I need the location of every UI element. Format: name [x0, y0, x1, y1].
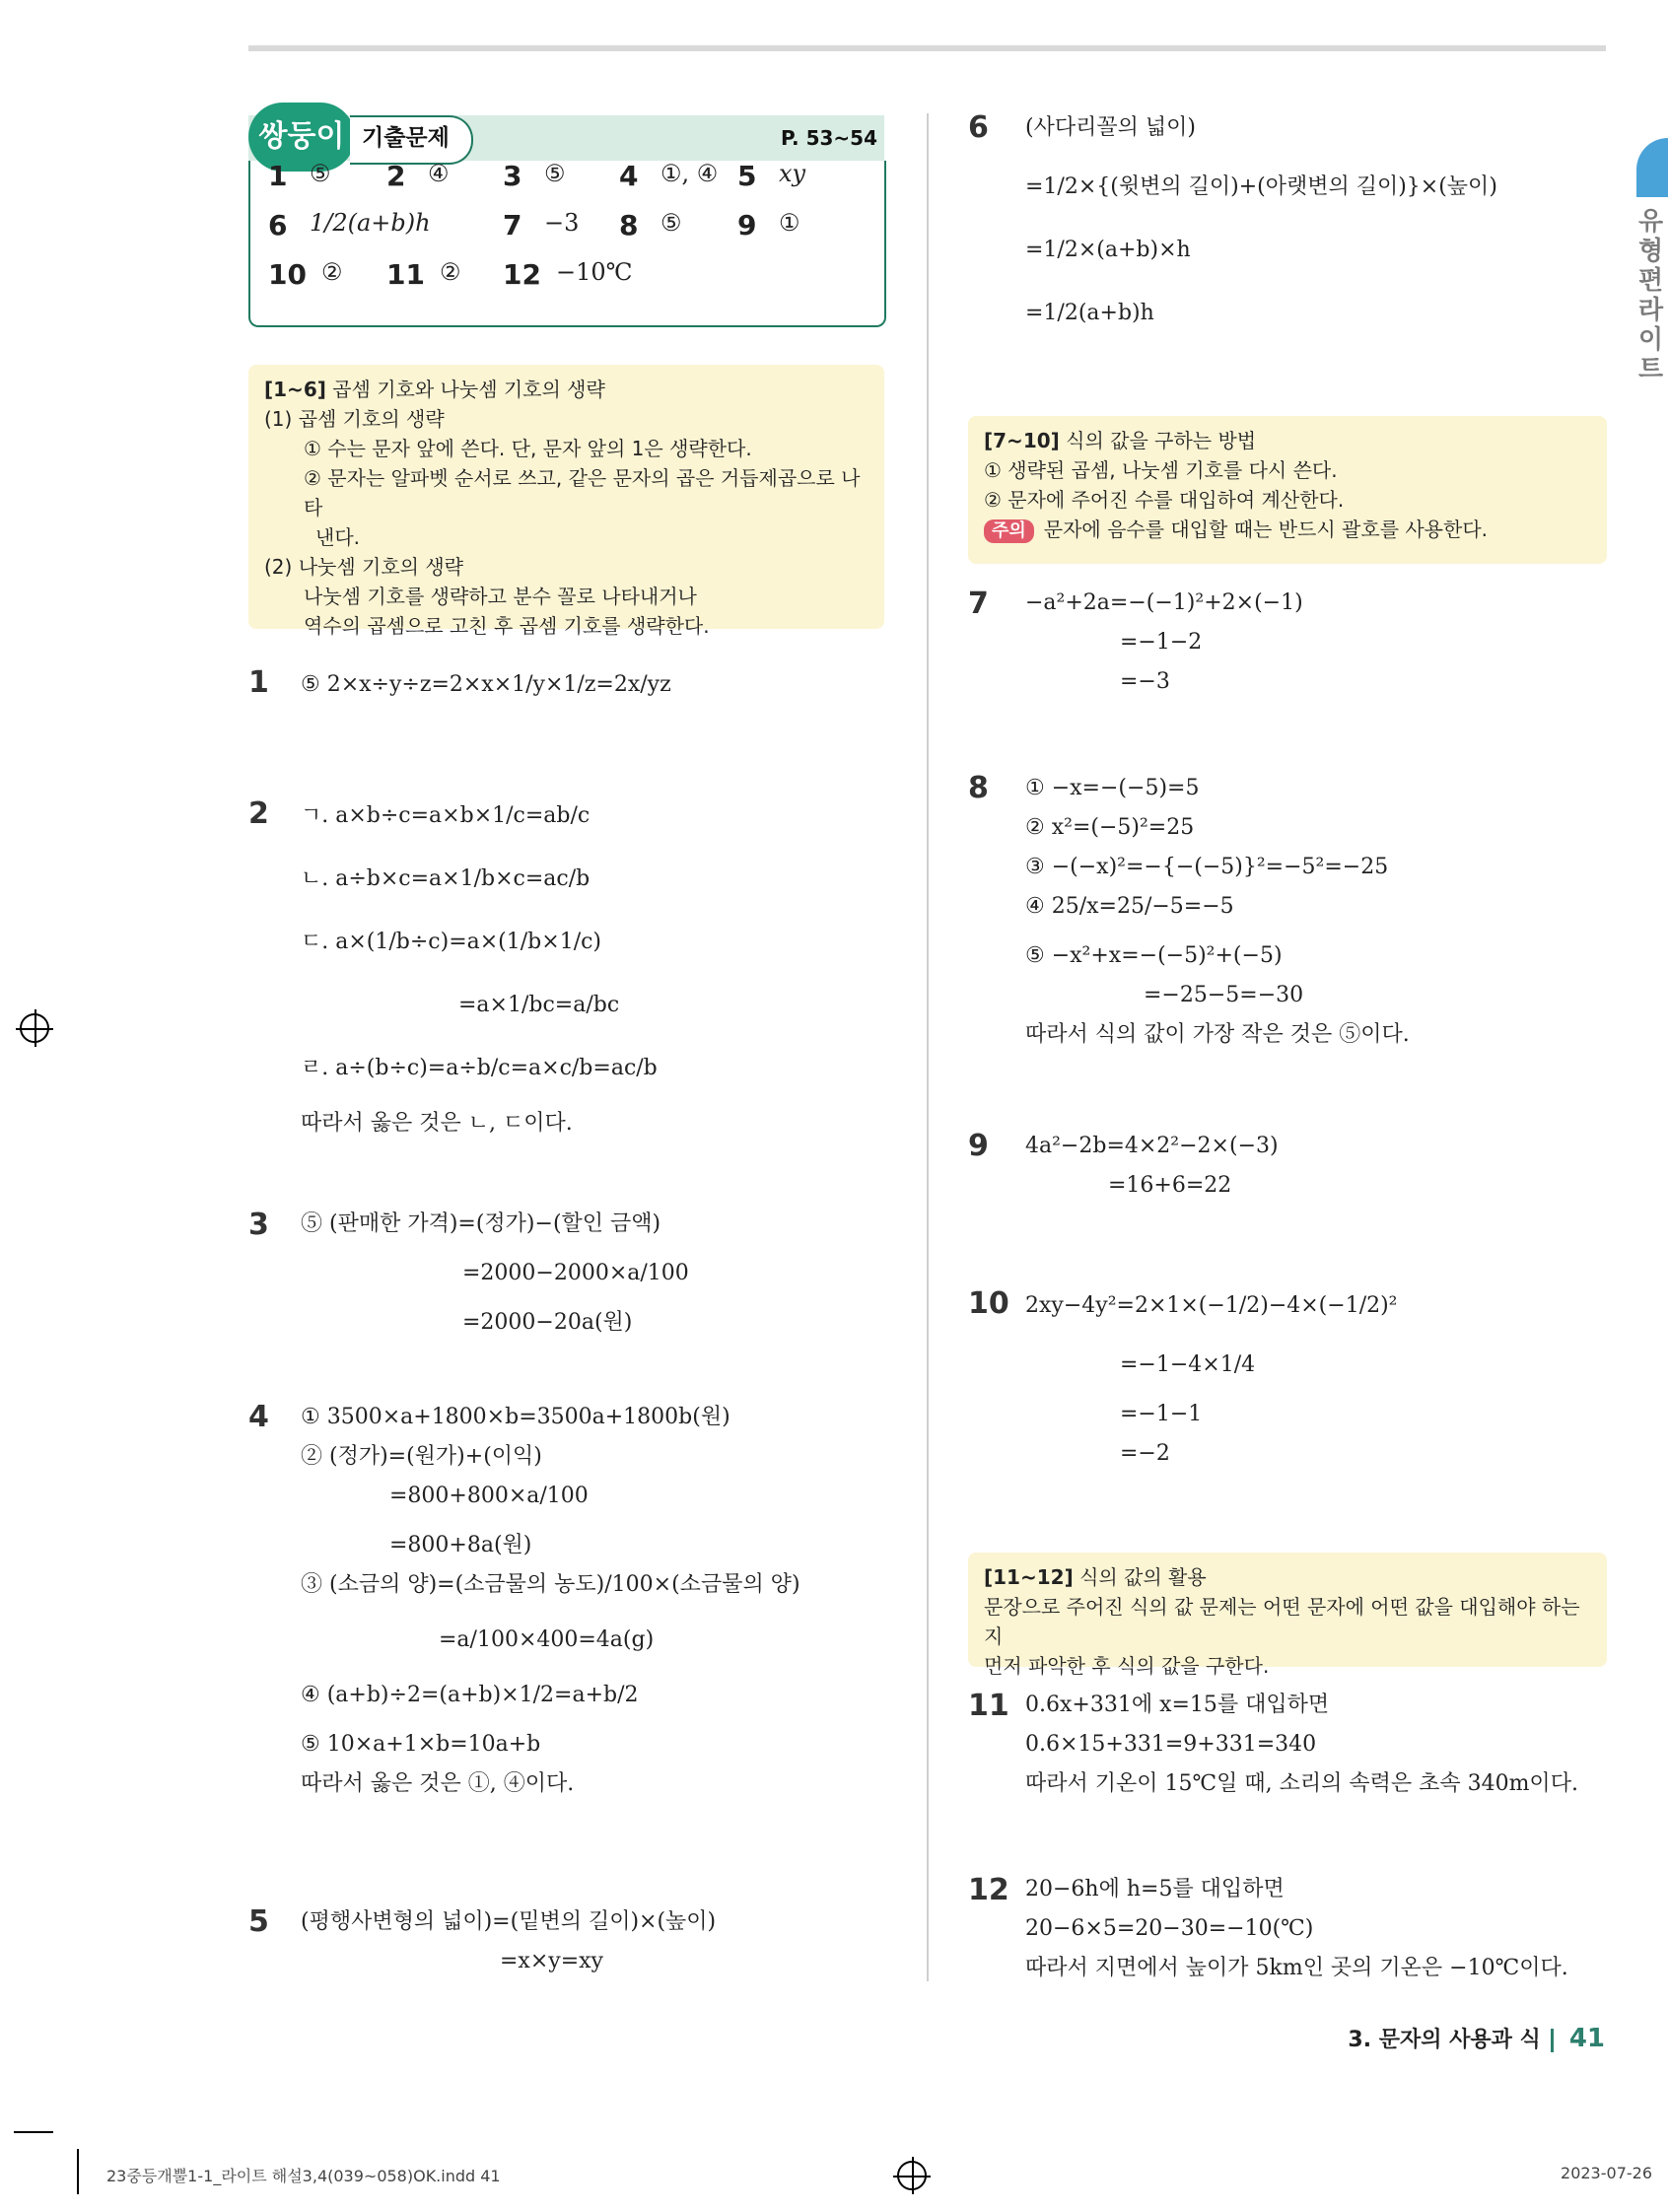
- solution-9: [1025, 1127, 1279, 1206]
- solution-line: 2xy−4y²=2×1×(−1/2)−4×(−1/2)²: [1025, 1293, 1398, 1318]
- answer-value: ①, ④: [660, 159, 719, 187]
- solution-line: ㄹ. a÷(b÷c)=a÷b/c=a×c/b=ac/b: [301, 1056, 658, 1080]
- solution-line: 20−6×5=20−30=−10(℃): [1025, 1916, 1314, 1941]
- solution-line: =2000−2000×a/100: [462, 1261, 689, 1285]
- solution-6: [1025, 108, 1497, 333]
- solution-line: 20−6h에 h=5를 대입하면: [1025, 1877, 1285, 1901]
- answer-value: ②: [440, 257, 461, 286]
- answer-value: ⑤: [310, 159, 331, 187]
- note-line: ① 수는 문자 앞에 쓴다. 단, 문자 앞의 1은 생략한다.: [304, 437, 752, 460]
- solution-line: =1/2(a+b)h: [1025, 301, 1154, 325]
- note-head: [1~6]: [264, 378, 326, 401]
- column-divider: [927, 113, 929, 1981]
- solution-line: =a×1/bc=a/bc: [458, 993, 620, 1017]
- solution-line: ① 3500×a+1800×b=3500a+1800b(원): [301, 1405, 730, 1429]
- solution-2: [301, 796, 658, 1143]
- answer-value: ①: [779, 208, 800, 237]
- solution-line: ㄷ. a×(1/b÷c)=a×(1/b×1/c): [301, 930, 602, 954]
- answer-pages: P. 53~54: [781, 126, 877, 150]
- solution-4: [301, 1398, 800, 1804]
- solution-line: (사다리꼴의 넓이): [1025, 115, 1196, 140]
- note-11-12: [968, 1553, 1607, 1678]
- answer-value: ⑤: [544, 159, 566, 187]
- solution-line: 따라서 지면에서 높이가 5km인 곳의 기온은 −10℃이다.: [1025, 1956, 1568, 1980]
- file-name: 23중등개뿔1-1_라이트 해설3,4(039~058)OK.indd 41: [106, 2167, 501, 2185]
- solution-1: [301, 665, 671, 705]
- answer-value: ④: [428, 159, 450, 187]
- solution-number: 4: [248, 1400, 269, 1434]
- answer-num: 11: [386, 257, 425, 291]
- solution-number: 8: [968, 771, 989, 805]
- solution-number: 7: [968, 587, 989, 621]
- answer-title: 기출문제: [350, 115, 473, 165]
- solution-line: =2000−20a(원): [462, 1310, 633, 1335]
- solution-line: =16+6=22: [1108, 1173, 1232, 1198]
- solution-line: =−1−1: [1120, 1402, 1203, 1426]
- solution-line: −a²+2a=−(−1)²+2×(−1): [1025, 590, 1303, 615]
- answer-value: −10℃: [556, 257, 633, 286]
- answer-num: 10: [268, 257, 307, 291]
- answer-num: 9: [737, 208, 757, 242]
- note-line: 문자에 음수를 대입할 때는 반드시 괄호를 사용한다.: [1043, 518, 1489, 541]
- solution-number: 1: [248, 665, 269, 700]
- note-line: 먼저 파악한 후 식의 값을 구한다.: [984, 1654, 1270, 1678]
- solution-11: [1025, 1686, 1578, 1804]
- answer-num: 5: [737, 159, 757, 192]
- answer-num: 3: [503, 159, 522, 192]
- solution-line: =−3: [1120, 669, 1170, 694]
- solution-line: ㄱ. a×b÷c=a×b×1/c=ab/c: [301, 803, 591, 828]
- solution-8: [1025, 769, 1410, 1055]
- side-tab-cap: [1636, 138, 1668, 197]
- note-title: 식의 값을 구하는 방법: [1066, 429, 1257, 452]
- solution-line: 0.6×15+331=9+331=340: [1025, 1732, 1317, 1757]
- solution-7: [1025, 584, 1303, 702]
- solution-line: ① −x=−(−5)=5: [1025, 776, 1200, 800]
- solution-5: [301, 1902, 716, 1981]
- solution-line: =x×y=xy: [500, 1949, 603, 1973]
- solution-line: 따라서 옳은 것은 ㄴ, ㄷ이다.: [301, 1111, 573, 1136]
- answer-num: 1: [268, 159, 288, 192]
- answer-badge: 쌍둥이: [248, 103, 355, 172]
- chapter-title: 3. 문자의 사용과 식: [1348, 2028, 1541, 2052]
- solution-line: =−1−2: [1120, 630, 1203, 655]
- crop-mark: [14, 2131, 53, 2133]
- note-line: 문장으로 주어진 식의 값 문제는 어떤 문자에 어떤 값을 대입해야 하는지: [984, 1595, 1580, 1648]
- side-tab: [1636, 138, 1668, 434]
- note-title: 식의 값의 활용: [1079, 1565, 1207, 1589]
- registration-mark: [897, 2161, 927, 2190]
- note-1-6: [248, 365, 884, 638]
- solution-line: =−1−4×1/4: [1120, 1352, 1256, 1377]
- note-line: (1) 곱셈 기호의 생략: [264, 407, 445, 431]
- note-head: [7~10]: [984, 429, 1060, 452]
- solution-line: 따라서 옳은 것은 ①, ④이다.: [301, 1771, 575, 1796]
- solution-line: ④ 25/x=25/−5=−5: [1025, 894, 1234, 919]
- solution-line: ③ −(−x)²=−{−(−5)}²=−5²=−25: [1025, 855, 1389, 879]
- solution-line: (평행사변형의 넓이)=(밑변의 길이)×(높이): [301, 1909, 717, 1934]
- answer-value: ⑤: [660, 208, 682, 237]
- note-line: 나눗셈 기호를 생략하고 분수 꼴로 나타내거나: [304, 585, 697, 608]
- note-line: 역수의 곱셈으로 고친 후 곱셈 기호를 생략한다.: [304, 614, 710, 638]
- solution-number: 11: [968, 1689, 1009, 1723]
- note-line: ① 생략된 곱셈, 나눗셈 기호를 다시 쓴다.: [984, 458, 1338, 482]
- solution-line: 4a²−2b=4×2²−2×(−3): [1025, 1134, 1279, 1158]
- solution-10: [1025, 1286, 1398, 1474]
- answer-num: 4: [619, 159, 639, 192]
- answer-num: 7: [503, 208, 522, 242]
- answer-value: −3: [544, 208, 580, 237]
- solution-line: =−25−5=−30: [1144, 983, 1304, 1007]
- solution-number: 12: [968, 1873, 1009, 1907]
- note-line: 낸다.: [315, 525, 360, 549]
- solution-line: =800+800×a/100: [389, 1484, 589, 1508]
- solution-number: 10: [968, 1286, 1009, 1321]
- solution-number: 3: [248, 1208, 269, 1242]
- note-title: 곱셈 기호와 나눗셈 기호의 생략: [332, 378, 605, 401]
- print-date: 2023-07-26: [1561, 2164, 1652, 2182]
- answer-num: 8: [619, 208, 639, 242]
- solution-line: ④ (a+b)÷2=(a+b)×1/2=a+b/2: [301, 1683, 639, 1707]
- solution-number: 6: [968, 110, 989, 145]
- solution-12: [1025, 1870, 1568, 1988]
- solution-line: ② (정가)=(원가)+(이익): [301, 1444, 542, 1469]
- solution-line: =800+8a(원): [389, 1533, 532, 1557]
- solution-line: =1/2×(a+b)×h: [1025, 238, 1191, 262]
- top-rule: [248, 45, 1606, 51]
- solution-line: ② x²=(−5)²=25: [1025, 815, 1195, 840]
- answer-num: 12: [503, 257, 541, 291]
- crop-mark: [77, 2149, 79, 2194]
- answer-value: xy: [779, 159, 806, 187]
- answer-value: ②: [321, 257, 343, 286]
- answer-value: 1/2(a+b)h: [310, 208, 431, 237]
- solution-line: ⑤ 10×a+1×b=10a+b: [301, 1732, 541, 1757]
- solution-line: ⑤ −x²+x=−(−5)²+(−5): [1025, 943, 1283, 968]
- note-line: ② 문자에 주어진 수를 대입하여 계산한다.: [984, 488, 1345, 512]
- solution-line: 따라서 식의 값이 가장 작은 것은 ⑤이다.: [1025, 1022, 1410, 1047]
- solution-line: ⑤ (판매한 가격)=(정가)−(할인 금액): [301, 1211, 661, 1236]
- note-line: ② 문자는 알파벳 순서로 쓰고, 같은 문자의 곱은 거듭제곱으로 나타: [304, 466, 861, 519]
- answer-num: 2: [386, 159, 406, 192]
- chapter-footer: [1348, 2023, 1605, 2053]
- solution-line: 0.6x+331에 x=15를 대입하면: [1025, 1693, 1330, 1717]
- page-number: 41: [1568, 2024, 1605, 2053]
- solution-line: =1/2×{(윗변의 길이)+(아랫변의 길이)}×(높이): [1025, 174, 1497, 199]
- answer-num: 6: [268, 208, 288, 242]
- solution-line: =−2: [1120, 1441, 1170, 1466]
- side-tab-label: 유형편 라이트: [1638, 207, 1664, 384]
- note-line: (2) 나눗셈 기호의 생략: [264, 555, 463, 579]
- solution-line: ⑤ 2×x÷y÷z=2×x×1/y×1/z=2x/yz: [301, 672, 671, 697]
- note-7-10: [968, 416, 1607, 564]
- registration-mark: [20, 1013, 49, 1043]
- solution-line: ③ (소금의 양)=(소금물의 농도)/100×(소금물의 양): [301, 1572, 800, 1597]
- solution-number: 9: [968, 1129, 989, 1163]
- solution-number: 2: [248, 796, 269, 831]
- solution-line: ㄴ. a÷b×c=a×1/b×c=ac/b: [301, 866, 591, 891]
- warning-badge: 주의: [984, 519, 1034, 543]
- solution-line: =a/100×400=4a(g): [439, 1627, 655, 1652]
- solution-number: 5: [248, 1904, 269, 1939]
- note-head: [11~12]: [984, 1565, 1074, 1589]
- footer-bar: [1551, 2029, 1554, 2052]
- solution-line: 따라서 기온이 15℃일 때, 소리의 속력은 초속 340m이다.: [1025, 1771, 1578, 1796]
- solution-3: [301, 1205, 689, 1343]
